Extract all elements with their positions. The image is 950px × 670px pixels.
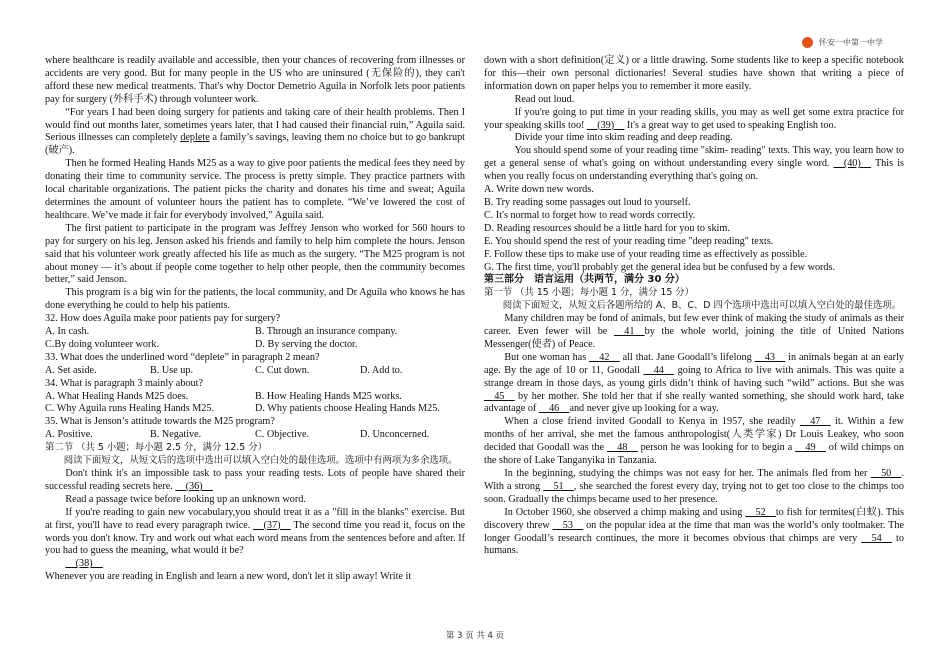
passage-paragraph: This program is a big win for the patients, the local community, and Dr Aguila who knows he has done everything he could to help his patients.	[45, 287, 465, 312]
question-35: 35. What is Jenson’s attitude towards the M25 program?	[45, 416, 275, 428]
cloze-paragraph: When a close friend invited Goodall to Kenya in 1957, she readily __47__ it. Within a few months of her arrival, she met the famous anthropologist(人类学家) Dr Louis Leakey, who soon decided that Goodall was the __48__ person he was looking for to begin a __49__ of wild chimps on the shore of Lake Tanganyika in Tanzania.	[484, 416, 904, 467]
passage-paragraph: Then he formed Healing Hands M25 as a way to give poor patients the medical fees they need by donating their time to community service. The process is pretty simple. They practice partners with local charitable organizations. The patient picks the charity and donates his time and sweat; Aguila determines the amount of volunteer hours the patient has to complete. “We’ve lowered the cost of healthcare. We’ve made it fair for everybody involved,” Aguila said.	[45, 158, 465, 221]
passage-paragraph: Don't think it's an impossible task to pass your reading tests. Lots of people have shared their successful reading secrets here. __(36)__	[45, 468, 465, 492]
part-3-subheading: 第一节 （共 15 小题；每小题 1 分，满分 15 分）	[484, 287, 695, 299]
question-34: 34. What is paragraph 3 mainly about?	[45, 377, 203, 389]
blank-45: __45__	[484, 390, 515, 402]
question-32-options: A. In cash. B. Through an insurance company.	[45, 326, 398, 338]
blank-46: __46__	[538, 403, 570, 415]
option-b: B. Try reading some passages out loud to yourself.	[484, 196, 691, 208]
option-a: A. Write down new words.	[484, 184, 594, 196]
school-logo	[802, 37, 883, 48]
underlined-word: deplete	[180, 132, 210, 144]
question-33: 33. What does the underlined word “deplete” in paragraph 2 mean?	[45, 351, 320, 363]
part-3-instructions: 阅读下面短文，从短文后各题所给的 A、B、C、D 四个选项中选出可以填入空白处的最佳选项。	[502, 300, 901, 312]
blank-40: __(40)__	[833, 158, 871, 170]
passage-paragraph: You should spend some of your reading time "skim- reading" texts. This way, you learn how to get a general sense of what's going on without understanding every single word. __(40)__ This is when you really focus on understanding everything that's going on.	[484, 145, 904, 183]
option-c: C. It's normal to forget how to read words correctly.	[484, 209, 696, 221]
cloze-paragraph: But one woman has __42__ all that. Jane Goodall’s lifelong __43__ in animals began at an early age. By the age of 10 or 11, Goodall __44__ going to Africa to live with animals. This was quite a strange dream in those days, as young girls didn’t think of having such “wild” actions. But she was __45__ by her mother. She told her that if she really wanted something, she should work hard, take advantage of __46__and never give up looking for a way.	[484, 351, 904, 415]
page-footer: 第 3 页 共 4 页	[445, 631, 505, 641]
cloze-paragraph: In the beginning, studying the chimps was not easy for her. The animals fled from her __50__. With a strong __51__, she searched the forest every day, trying not to get too close to the chimps too soon. Gradually the chimps became used to her presence.	[484, 468, 904, 505]
blank-44: __44__	[643, 364, 675, 376]
question-32-options: C.By doing volunteer work. D. By serving the doctor.	[45, 338, 358, 350]
blank-37: __(37)__	[253, 519, 291, 531]
question-35-options: A. Positive. B. Negative. C. Objective. D. Unconcerned.	[45, 429, 430, 441]
section-2-heading: 第二节 （共 5 小题；每小题 2.5 分，满分 12.5 分）	[45, 442, 267, 454]
section-2-instructions: 阅读下面短文，从短文后的选项中选出可以填入空白处的最佳选项。选项中有两项为多余选项。	[63, 455, 458, 467]
passage-paragraph: If you're reading to gain new vocabulary,you should treat it as a "fill in the blanks" exercise. But at first, you'll have to read every paragraph twice. __(37)__ The second time you read it, focus on the words you don't know. Try and work out what each word means from the sentences before and after. If you had to guess the meaning, what would it be?	[45, 506, 465, 557]
blank-52: __52__	[745, 506, 776, 518]
blank-50: __50__	[870, 468, 902, 479]
blank-38: __(38)__	[65, 558, 103, 570]
blank-48: __48__	[607, 442, 638, 454]
passage-subheading: Read out loud.	[514, 93, 575, 105]
blank-49: __49__	[795, 442, 826, 454]
passage-paragraph: “For years I had been doing surgery for patients and taking care of their health problems. Then I would find out months later, sometimes years later, that I had caused their financial ruin,” Aguila said. Serious illnesses can completely deplete a family’s savings, leaving them no choice but to go bankrupt (破产).	[45, 106, 465, 157]
question-34-options: C. Why Aguila runs Healing Hands M25. D. Why patients choose Healing Hands M25.	[45, 403, 440, 415]
blank-42: __42__	[589, 351, 620, 363]
option-d: D. Reading resources should be a little hard for you to skim.	[484, 222, 730, 234]
passage-paragraph: where healthcare is readily available and accessible, then your chances of recovering from illnesses or accidents are very good. But for many people in the US who are uninsured (无保险的), they can't afford these new medical treatments. That's why Doctor Demetrio Aguila in Norfolk lets poor patients pay for surgery (外科手术) through volunteer work.	[45, 55, 465, 105]
option-f: F. Follow these tips to make use of your reading time as effectively as possible.	[484, 248, 808, 260]
passage-paragraph: If you're going to put time in your reading skills, you may as well get some extra practice for your speaking skills too! __(39)__ It's a great way to get used to speaking English too.	[484, 106, 904, 131]
blank-51: __51__	[543, 480, 574, 492]
blank-54: __54__	[861, 532, 892, 544]
part-3-heading: 第三部分 语言运用（共两节，满分 30 分）	[484, 274, 685, 286]
cloze-paragraph: Many children may be fond of animals, but few ever think of making the study of animals as their career. Even fewer will be __41__by the whole world, joining the title of United Nations Messenger(使者) of Peace.	[484, 313, 905, 350]
passage-paragraph: Read a passage twice before looking up an unknown word.	[65, 493, 306, 505]
blank-43: __43__	[754, 351, 786, 363]
option-g: G. The first time, you'll probably get the general idea but be confused by a few words.	[484, 261, 836, 273]
blank-41: __41__	[614, 326, 645, 338]
cloze-paragraph: In October 1960, she observed a chimp making and using __52__to fish for termites(白蚁). This discovery threw __53__ on the popular idea at the time that man was the world’s only toolmaker. The longer Goodall’s research continues, the more it becomes obvious that chimps are very __54__ to humans.	[484, 506, 904, 557]
question-33-options: A. Set aside. B. Use up. C. Cut down. D. Add to.	[45, 364, 403, 376]
blank-53: __53__	[552, 519, 584, 531]
question-32: 32. How does Aguila make poor patients pay for surgery?	[45, 313, 281, 325]
passage-paragraph	[45, 558, 465, 571]
passage-subheading: Divide your time into skim reading and deep reading.	[514, 132, 733, 144]
school-logo-text: 怀安一中第一中学	[819, 38, 883, 47]
passage-paragraph: The first patient to participate in the program was Jeffrey Jenson who worked for 560 hours to pay for surgery on his leg. Jenson asked his friends and family to help him complete the hours. Jenson said that his volunteer work greatly affected his life as much as the surgery. “The M25 program is not about money — it’s about if people come together to help other people, then the community becomes better,” said Jenson.	[45, 222, 465, 286]
option-e: E. You should spend the rest of your reading time "deep reading" texts.	[484, 235, 774, 247]
blank-36: __(36)__	[175, 480, 213, 492]
right-column	[484, 55, 904, 558]
question-34-options: A. What Healing Hands M25 does. B. How Healing Hands M25 works.	[45, 390, 402, 402]
left-column	[45, 55, 465, 584]
school-emblem-icon	[802, 37, 813, 48]
blank-47: __47__	[800, 416, 831, 428]
passage-paragraph: Whenever you are reading in English and learn a new word, don't let it slip away! Write it	[45, 571, 412, 583]
passage-paragraph: down with a short definition(定义) or a little drawing. Some students like to keep a specific notebook for this—their own personal dictionaries! Several studies have shown that writing a piece of information down on paper helps you to remember it more easily.	[484, 55, 904, 92]
blank-39: __(39)__	[587, 119, 625, 131]
